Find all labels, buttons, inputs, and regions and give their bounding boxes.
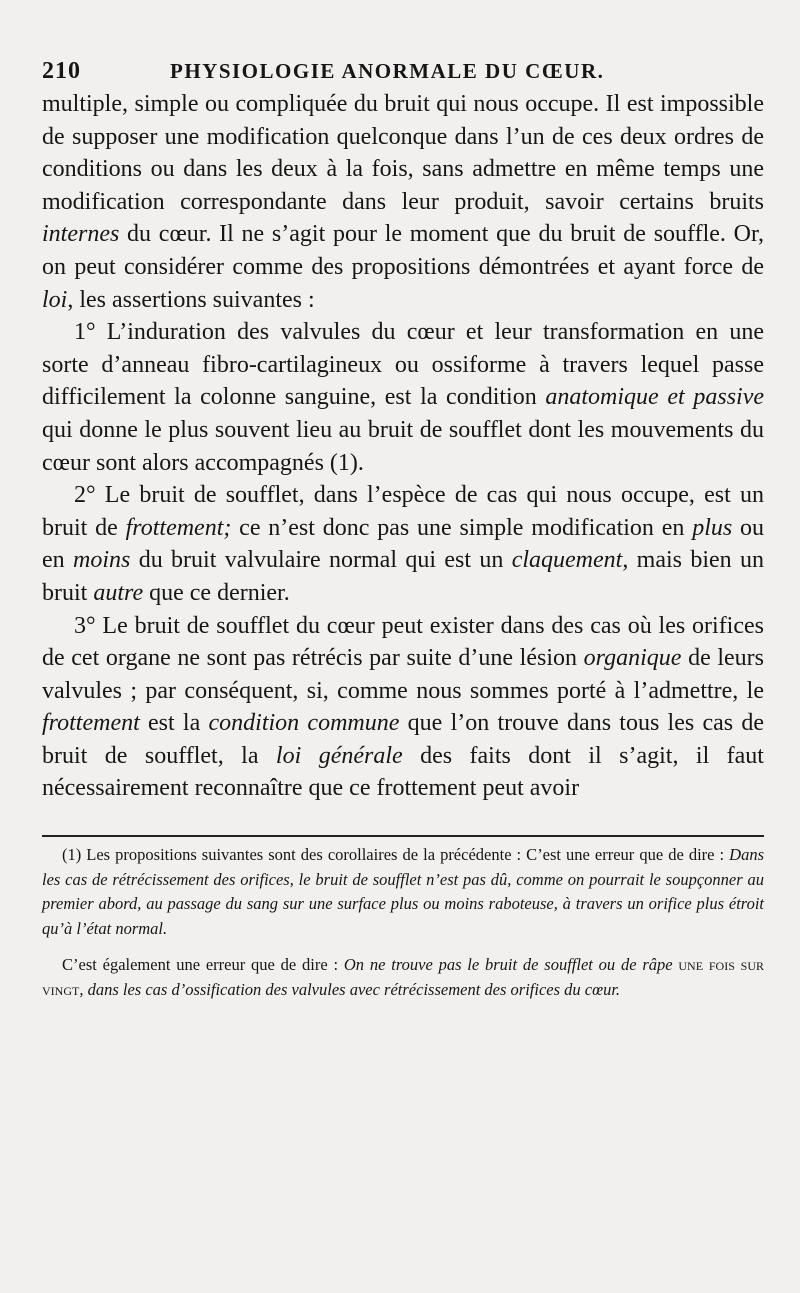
text-span: 3° Le bruit de soufflet du cœur peut exister dans des cas où les orifices de cet organe ne sont pas rétrécis par suite d’une lésion	[42, 612, 764, 672]
italic-span: frottement	[42, 710, 140, 737]
text-span: est la	[139, 710, 209, 737]
italic-span: frottement;	[125, 514, 232, 541]
paragraph-proposition-1	[42, 316, 764, 479]
footnotes	[42, 843, 764, 1002]
text-span: qui donne le plus souvent lieu au bruit de soufflet dont les mouvements du cœur sont alors accompagnés (1).	[42, 416, 764, 476]
page-number: 210	[42, 58, 81, 84]
text-span: , les assertions suivantes :	[67, 286, 315, 313]
italic-span: autre	[93, 579, 144, 606]
text-span: (1) Les propositions suivantes sont des corollaires de la précédente : C’est une erreur que de dire :	[62, 845, 730, 865]
footnote-rule	[42, 835, 764, 837]
italic-span: moins	[73, 547, 131, 574]
italic-span: organique	[583, 645, 682, 672]
text-span: que ce dernier.	[143, 579, 290, 606]
footnote-2	[42, 953, 764, 1002]
paragraph-intro	[42, 88, 764, 316]
paragraph-proposition-3	[42, 610, 764, 806]
italic-span: Dans les cas de rétrécissement des orifices, le bruit de soufflet n’est pas dû, comme on pourrait le soupçonner au premier abord, au passage du sang sur une surface plus ou moins raboteuse, à travers un orifice plus étroit qu’à l’état normal.	[42, 845, 764, 938]
italic-span: plus	[692, 514, 733, 541]
text-span: que l’on trouve dans tous les cas de bruit de soufflet, la	[42, 710, 765, 769]
paragraph-proposition-2	[42, 479, 764, 609]
text-span: 1° L’induration des valvules du cœur et leur transformation en une sorte d’anneau fibro-cartilagineux ou ossiforme à travers lequel passe difficilement la colonne sanguine, est la condition	[42, 319, 764, 411]
body-text	[42, 88, 764, 805]
italic-span: anatomique et passive	[545, 384, 765, 411]
italic-span: condition commune	[208, 710, 400, 737]
italic-span: loi	[42, 286, 68, 313]
italic-span: claquement	[511, 547, 623, 574]
text-span: ou en	[42, 514, 765, 574]
page-header	[42, 58, 764, 88]
text-span: ce n’est donc pas une simple modification en	[231, 514, 693, 541]
text-span: , mais bien un bruit	[42, 547, 764, 606]
running-title: PHYSIOLOGIE ANORMALE DU CŒUR.	[170, 59, 605, 83]
italic-span: loi générale	[275, 742, 403, 769]
text-span: 2° Le bruit de soufflet, dans l’espèce de cas qui nous occupe, est un bruit de	[42, 482, 764, 541]
italic-span: On ne trouve pas le bruit de soufflet ou de râpe	[343, 955, 679, 975]
text-span: du cœur. Il ne s’agit pour le moment que du bruit de souffle. Or, on peut considérer comme des propositions démontrées et ayant force de	[42, 221, 764, 280]
text-span: des faits dont il s’agit, il faut nécessairement reconnaître que ce frottement peut avoir	[42, 742, 764, 802]
text-span: multiple, simple ou compliquée du bruit qui nous occupe. Il est impossible de supposer une modification quelconque dans l’un de ces deux ordres de conditions ou dans les deux à la fois, sans admettre en même temps une modification correspondante dans leur produit, savoir certains bruits	[42, 91, 764, 215]
text-span: C’est également une erreur que de dire :	[62, 955, 344, 975]
text-span: du bruit valvulaire normal qui est un	[130, 547, 512, 574]
book-page	[42, 58, 764, 1002]
footnote-1	[42, 843, 764, 941]
small-caps-span: une fois sur vingt	[42, 955, 765, 999]
italic-span: internes	[42, 221, 120, 248]
text-span: de leurs valvules ; par conséquent, si, comme nous sommes porté à l’admettre, le	[42, 645, 765, 704]
italic-span: , dans les cas d’ossification des valvules avec rétrécissement des orifices du cœur.	[79, 979, 621, 999]
